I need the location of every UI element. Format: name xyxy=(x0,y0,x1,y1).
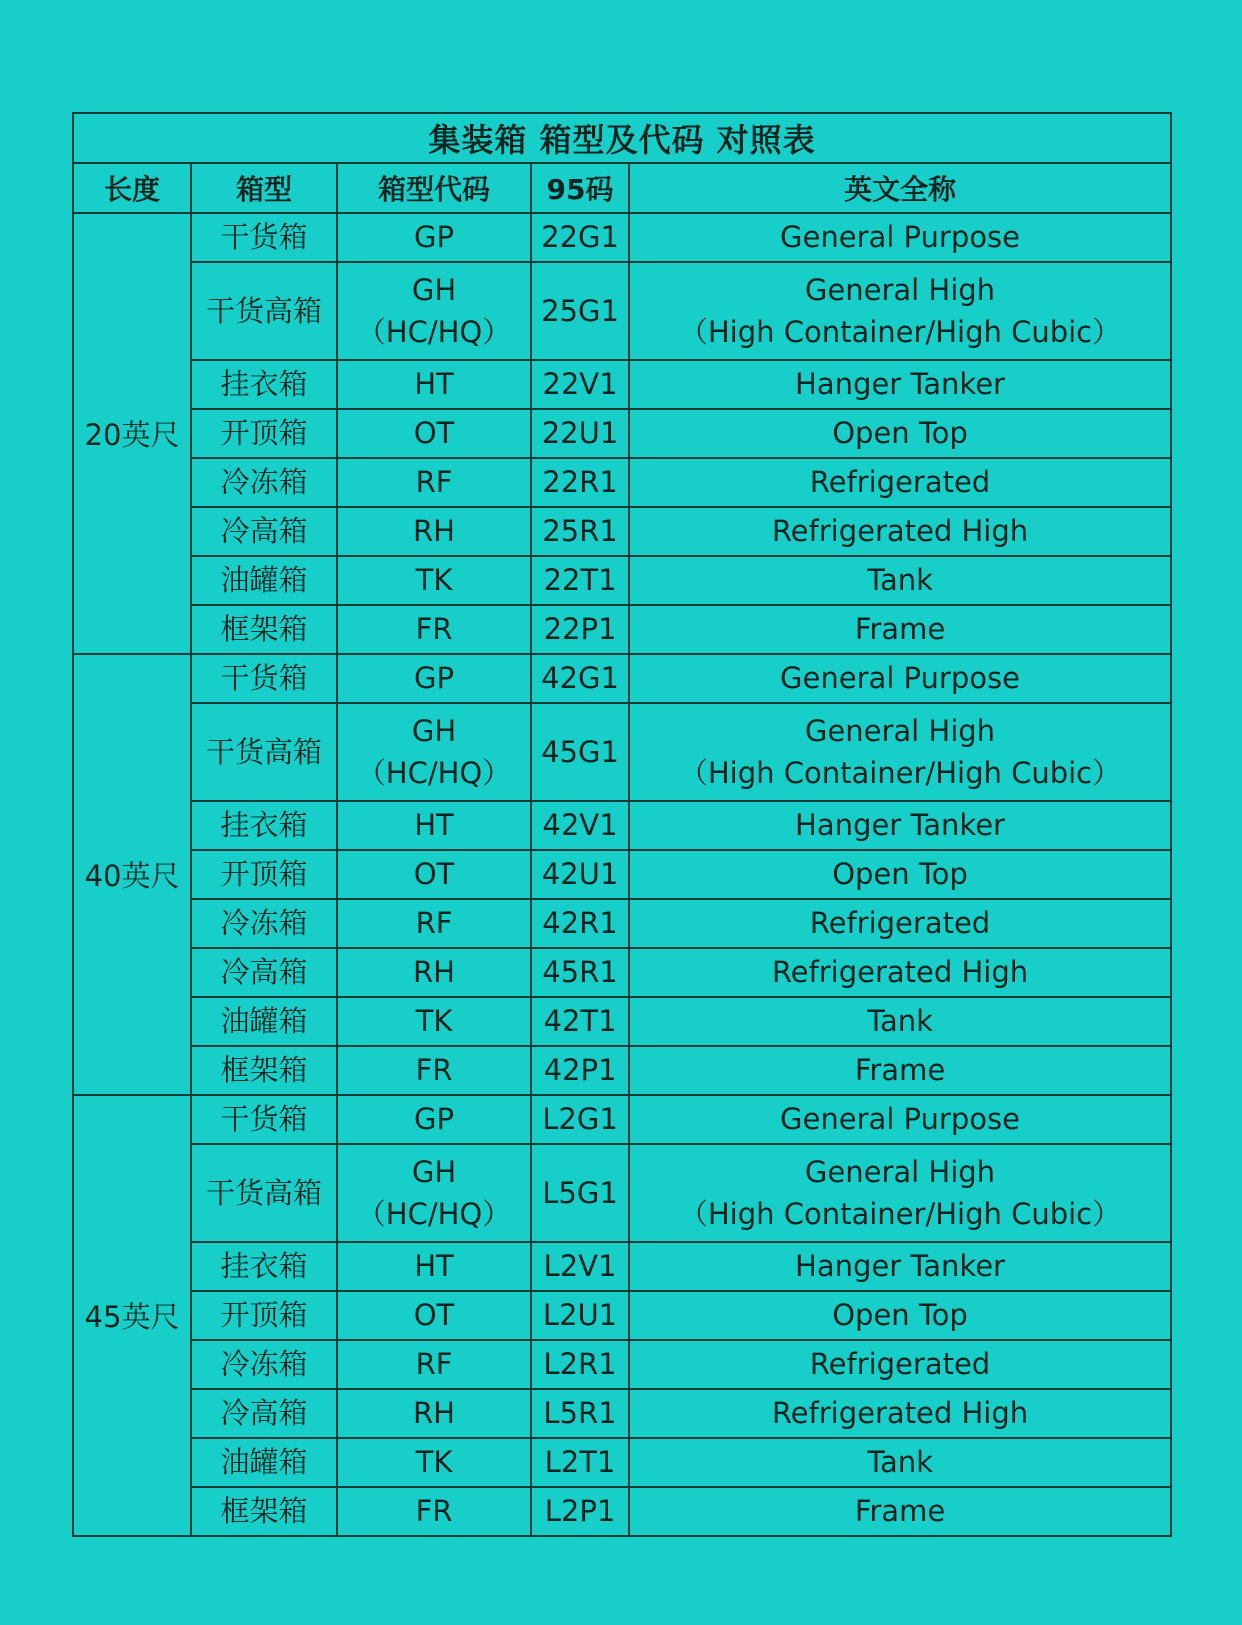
code95-cell: L2R1 xyxy=(531,1340,629,1389)
type-code-line: TK xyxy=(415,1445,453,1480)
english-name-cell xyxy=(629,654,1171,703)
type-code-line: FR xyxy=(415,612,453,647)
code95-cell: 45G1 xyxy=(531,703,629,801)
header-english-name: 英文全称 xyxy=(629,163,1171,213)
type-cell: 油罐箱 xyxy=(191,1438,337,1487)
type-cell: 冷冻箱 xyxy=(191,1340,337,1389)
table-row xyxy=(73,654,1171,703)
english-name-line: Hanger Tanker xyxy=(795,367,1005,402)
english-name-line: Frame xyxy=(854,1494,946,1529)
type-cell: 框架箱 xyxy=(191,1046,337,1095)
code95-cell: L2G1 xyxy=(531,1095,629,1144)
english-name-line: Tank xyxy=(867,1004,933,1039)
table-row xyxy=(73,1438,1171,1487)
table-row xyxy=(73,1046,1171,1095)
english-name-line: General Purpose xyxy=(780,661,1020,696)
english-name-line: Refrigerated xyxy=(809,465,991,500)
english-name-line: Refrigerated xyxy=(809,1347,991,1382)
english-name-cell xyxy=(629,556,1171,605)
type-cell: 油罐箱 xyxy=(191,997,337,1046)
english-name-line: General Purpose xyxy=(780,1102,1020,1137)
type-code-line: GP xyxy=(414,220,454,255)
type-code-cell xyxy=(337,605,531,654)
code95-cell: L2T1 xyxy=(531,1438,629,1487)
type-code-line: RF xyxy=(415,465,453,500)
english-name-cell xyxy=(629,213,1171,262)
english-name-line: Refrigerated High xyxy=(771,514,1029,549)
type-code-line: GH xyxy=(411,713,457,748)
type-cell: 开顶箱 xyxy=(191,1291,337,1340)
english-name-line: Frame xyxy=(854,612,946,647)
type-code-cell xyxy=(337,1144,531,1242)
english-name-line: Hanger Tanker xyxy=(795,808,1005,843)
code95-cell: 22T1 xyxy=(531,556,629,605)
type-cell: 开顶箱 xyxy=(191,409,337,458)
table-row xyxy=(73,556,1171,605)
english-name-line: （High Container/High Cubic） xyxy=(678,1197,1122,1231)
english-name-cell xyxy=(629,1242,1171,1291)
english-name-line: Refrigerated High xyxy=(771,1396,1029,1431)
type-code-line: RH xyxy=(413,1396,455,1431)
type-code-cell xyxy=(337,458,531,507)
type-code-line: TK xyxy=(415,1004,453,1039)
code95-cell: 42P1 xyxy=(531,1046,629,1095)
type-cell: 干货高箱 xyxy=(191,262,337,360)
table-row xyxy=(73,1389,1171,1438)
type-cell: 干货高箱 xyxy=(191,703,337,801)
english-name-line: （High Container/High Cubic） xyxy=(678,315,1122,349)
table-row xyxy=(73,458,1171,507)
type-code-line: （HC/HQ） xyxy=(356,1197,512,1231)
type-code-line: HT xyxy=(414,808,454,843)
code95-cell: 22R1 xyxy=(531,458,629,507)
length-cell: 20英尺 xyxy=(73,213,191,654)
type-code-cell xyxy=(337,801,531,850)
english-name-cell xyxy=(629,1438,1171,1487)
type-code-line: RF xyxy=(415,906,453,941)
table-row xyxy=(73,948,1171,997)
table-row xyxy=(73,1487,1171,1536)
english-name-cell xyxy=(629,409,1171,458)
type-code-cell xyxy=(337,262,531,360)
type-code-cell xyxy=(337,948,531,997)
container-code-table xyxy=(72,112,1172,1537)
table-row xyxy=(73,1144,1171,1242)
type-code-cell xyxy=(337,1487,531,1536)
table-row xyxy=(73,997,1171,1046)
type-code-line: GP xyxy=(414,1102,454,1137)
english-name-line: Open Top xyxy=(832,1298,968,1333)
code95-cell: 22P1 xyxy=(531,605,629,654)
header-length: 长度 xyxy=(73,163,191,213)
type-code-cell xyxy=(337,556,531,605)
type-code-cell xyxy=(337,1291,531,1340)
type-cell: 冷冻箱 xyxy=(191,899,337,948)
type-code-line: HT xyxy=(414,367,454,402)
english-name-cell xyxy=(629,262,1171,360)
type-code-line: （HC/HQ） xyxy=(356,756,512,790)
header-type-code: 箱型代码 xyxy=(337,163,531,213)
english-name-line: General Purpose xyxy=(780,220,1020,255)
length-cell: 40英尺 xyxy=(73,654,191,1095)
type-code-cell xyxy=(337,1340,531,1389)
english-name-cell xyxy=(629,948,1171,997)
type-cell: 干货高箱 xyxy=(191,1144,337,1242)
title-row xyxy=(73,113,1171,163)
english-name-line: General High xyxy=(804,1154,996,1189)
code95-cell: L2V1 xyxy=(531,1242,629,1291)
type-cell: 挂衣箱 xyxy=(191,801,337,850)
header-type: 箱型 xyxy=(191,163,337,213)
table-row xyxy=(73,507,1171,556)
english-name-line: Frame xyxy=(854,1053,946,1088)
type-code-cell xyxy=(337,409,531,458)
code95-cell: 25G1 xyxy=(531,262,629,360)
type-code-line: TK xyxy=(415,563,453,598)
type-code-cell xyxy=(337,899,531,948)
code95-cell: 42R1 xyxy=(531,899,629,948)
english-name-line: （High Container/High Cubic） xyxy=(678,756,1122,790)
table-row xyxy=(73,409,1171,458)
english-name-cell xyxy=(629,703,1171,801)
type-cell: 冷高箱 xyxy=(191,507,337,556)
table-row xyxy=(73,213,1171,262)
type-code-cell xyxy=(337,850,531,899)
type-code-cell xyxy=(337,507,531,556)
type-cell: 冷高箱 xyxy=(191,948,337,997)
english-name-cell xyxy=(629,360,1171,409)
code95-cell: 42T1 xyxy=(531,997,629,1046)
type-cell: 干货箱 xyxy=(191,654,337,703)
type-code-line: （HC/HQ） xyxy=(356,315,512,349)
english-name-cell xyxy=(629,1487,1171,1536)
table-row xyxy=(73,850,1171,899)
english-name-cell xyxy=(629,605,1171,654)
type-code-line: OT xyxy=(413,416,455,451)
type-cell: 框架箱 xyxy=(191,1487,337,1536)
type-cell: 冷冻箱 xyxy=(191,458,337,507)
type-code-cell xyxy=(337,1046,531,1095)
english-name-cell xyxy=(629,507,1171,556)
code95-cell: 22G1 xyxy=(531,213,629,262)
english-name-cell xyxy=(629,899,1171,948)
english-name-cell xyxy=(629,997,1171,1046)
type-code-cell xyxy=(337,703,531,801)
table-row xyxy=(73,1340,1171,1389)
type-code-line: GH xyxy=(411,1154,457,1189)
type-code-line: RH xyxy=(413,514,455,549)
table-row xyxy=(73,1095,1171,1144)
type-code-cell xyxy=(337,997,531,1046)
english-name-cell xyxy=(629,1389,1171,1438)
english-name-cell xyxy=(629,1340,1171,1389)
header-row xyxy=(73,163,1171,213)
english-name-line: Tank xyxy=(867,563,933,598)
type-cell: 干货箱 xyxy=(191,213,337,262)
type-code-line: GP xyxy=(414,661,454,696)
code95-cell: 42U1 xyxy=(531,850,629,899)
type-code-line: RH xyxy=(413,955,455,990)
type-cell: 框架箱 xyxy=(191,605,337,654)
type-code-line: FR xyxy=(415,1494,453,1529)
type-code-cell xyxy=(337,1389,531,1438)
type-cell: 冷高箱 xyxy=(191,1389,337,1438)
english-name-line: General High xyxy=(804,272,996,307)
type-code-cell xyxy=(337,360,531,409)
table-row xyxy=(73,360,1171,409)
type-code-cell xyxy=(337,213,531,262)
table-row xyxy=(73,899,1171,948)
code95-cell: 22V1 xyxy=(531,360,629,409)
type-code-line: OT xyxy=(413,1298,455,1333)
english-name-line: Hanger Tanker xyxy=(795,1249,1005,1284)
code95-cell: L2P1 xyxy=(531,1487,629,1536)
english-name-cell xyxy=(629,1046,1171,1095)
table-row xyxy=(73,1291,1171,1340)
english-name-cell xyxy=(629,1291,1171,1340)
type-code-cell xyxy=(337,654,531,703)
type-code-line: FR xyxy=(415,1053,453,1088)
header-code95: 95码 xyxy=(531,163,629,213)
type-cell: 干货箱 xyxy=(191,1095,337,1144)
type-cell: 开顶箱 xyxy=(191,850,337,899)
code95-cell: 25R1 xyxy=(531,507,629,556)
english-name-cell xyxy=(629,850,1171,899)
table-body xyxy=(73,213,1171,1536)
english-name-line: Open Top xyxy=(832,857,968,892)
english-name-cell xyxy=(629,801,1171,850)
type-code-line: GH xyxy=(411,272,457,307)
type-code-cell xyxy=(337,1095,531,1144)
code95-cell: 22U1 xyxy=(531,409,629,458)
table-row xyxy=(73,605,1171,654)
type-cell: 挂衣箱 xyxy=(191,360,337,409)
type-cell: 挂衣箱 xyxy=(191,1242,337,1291)
type-code-line: HT xyxy=(414,1249,454,1284)
type-code-cell xyxy=(337,1438,531,1487)
english-name-line: Refrigerated xyxy=(809,906,991,941)
code95-cell: L5R1 xyxy=(531,1389,629,1438)
english-name-line: Refrigerated High xyxy=(771,955,1029,990)
table-row xyxy=(73,1242,1171,1291)
type-cell: 油罐箱 xyxy=(191,556,337,605)
length-cell: 45英尺 xyxy=(73,1095,191,1536)
english-name-line: Tank xyxy=(867,1445,933,1480)
code95-cell: 42G1 xyxy=(531,654,629,703)
code95-cell: L2U1 xyxy=(531,1291,629,1340)
english-name-cell xyxy=(629,1095,1171,1144)
type-code-cell xyxy=(337,1242,531,1291)
table-row xyxy=(73,262,1171,360)
english-name-cell xyxy=(629,1144,1171,1242)
table-title: 集装箱 箱型及代码 对照表 xyxy=(73,113,1171,163)
code95-cell: 42V1 xyxy=(531,801,629,850)
type-code-line: OT xyxy=(413,857,455,892)
english-name-cell xyxy=(629,458,1171,507)
type-code-line: RF xyxy=(415,1347,453,1382)
code95-cell: L5G1 xyxy=(531,1144,629,1242)
table-row xyxy=(73,703,1171,801)
table-row xyxy=(73,801,1171,850)
english-name-line: General High xyxy=(804,713,996,748)
english-name-line: Open Top xyxy=(832,416,968,451)
code95-cell: 45R1 xyxy=(531,948,629,997)
